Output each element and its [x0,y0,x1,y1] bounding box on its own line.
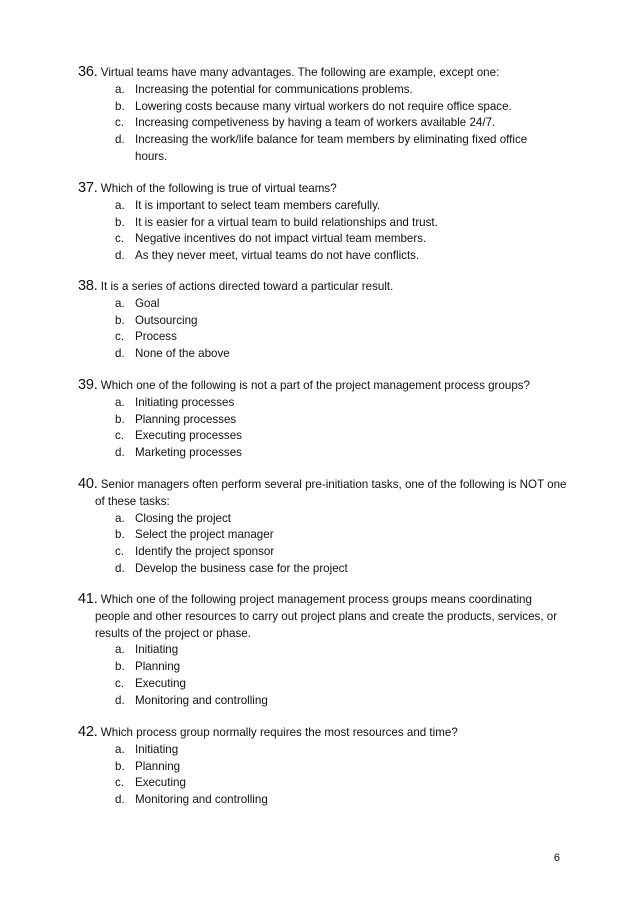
question-40 [78,476,568,578]
option-letter: b. [115,528,125,542]
answer-option [78,693,568,710]
option-letter: d. [115,347,125,361]
option-letter: c. [115,232,125,246]
question-42 [78,724,568,809]
answer-options [78,511,568,578]
option-letter: b. [115,412,125,426]
answer-option [78,428,568,445]
option-letter: c. [115,116,125,130]
question-stem [78,180,568,198]
answer-option [78,231,568,248]
option-text: As they never meet, virtual teams do not have conflicts. [135,249,420,263]
question-stem [78,591,568,642]
answer-option [78,132,555,166]
question-36 [78,64,568,166]
question-number: 36. [78,64,98,80]
answer-option [78,215,568,232]
option-text: Planning [135,759,181,773]
answer-option [78,445,568,462]
question-text: Which process group normally requires the most resources and time? [100,726,458,739]
question-text: Which one of the following project management process groups means coordinating people and other resources to carry out project plans and create the products, services, or results of the project or phase. [95,593,558,640]
answer-option [78,248,568,265]
question-number: 38. [78,278,98,294]
answer-option [78,313,568,330]
option-letter: a. [115,395,125,409]
option-letter: a. [115,643,125,657]
option-text: Monitoring and controlling [135,793,268,807]
option-letter: d. [115,793,125,807]
answer-option [78,115,568,132]
question-41 [78,591,568,710]
option-text: Process [135,330,177,344]
option-text: Negative incentives do not impact virtual team members. [135,232,427,246]
option-text: Initiating [135,742,179,756]
option-text: Increasing the potential for communications problems. [135,82,413,96]
option-letter: c. [115,676,125,690]
option-letter: a. [115,82,125,96]
answer-option [78,395,568,412]
answer-option [78,659,568,676]
option-letter: a. [115,742,125,756]
option-letter: c. [115,776,125,790]
answer-option [78,527,568,544]
option-text: Marketing processes [135,446,242,460]
option-letter: d. [115,446,125,460]
option-letter: d. [115,693,125,707]
answer-options [78,82,568,166]
option-text: None of the above [135,347,230,361]
answer-option [78,676,568,693]
option-letter: c. [115,429,125,443]
question-number: 41. [78,591,98,607]
answer-option [78,99,568,116]
question-number: 40. [78,476,98,492]
answer-option [78,544,568,561]
answer-option [78,82,568,99]
option-text: Develop the business case for the project [135,561,348,575]
answer-options [78,296,568,363]
option-letter: a. [115,296,125,310]
option-text: It is important to select team members carefully. [135,198,381,212]
question-number: 39. [78,377,98,393]
option-text: Select the project manager [135,528,274,542]
question-39 [78,377,568,462]
question-stem [78,377,568,395]
question-text: Senior managers often perform several pre-initiation tasks, one of the following is NOT one of these tasks: [95,478,567,508]
option-text: Increasing the work/life balance for team members by eliminating fixed office hours. [135,133,528,163]
question-stem [78,476,568,511]
answer-option [78,792,568,809]
answer-option [78,775,568,792]
question-stem [78,724,568,742]
option-text: Lowering costs because many virtual workers do not require office space. [135,99,512,113]
option-text: Planning processes [135,412,237,426]
option-text: Initiating [135,643,179,657]
question-37 [78,180,568,265]
answer-options [78,395,568,462]
option-text: Identify the project sponsor [135,545,275,559]
question-text: It is a series of actions directed toward a particular result. [100,280,394,293]
option-text: Executing [135,776,186,790]
option-letter: a. [115,511,125,525]
option-letter: b. [115,313,125,327]
option-letter: a. [115,198,125,212]
option-text: Closing the project [135,511,232,525]
answer-option [78,742,568,759]
option-text: Initiating processes [135,395,235,409]
question-number: 42. [78,724,98,740]
option-letter: d. [115,561,125,575]
option-letter: c. [115,330,125,344]
option-letter: b. [115,99,125,113]
option-text: Planning [135,660,181,674]
question-text: Which of the following is true of virtual teams? [100,182,337,195]
answer-option [78,561,568,578]
answer-option [78,642,568,659]
question-text: Which one of the following is not a part of the project management process groups? [100,379,531,392]
option-text: Increasing competiveness by having a team of workers available 24/7. [135,116,496,130]
option-letter: c. [115,545,125,559]
question-stem [78,64,568,82]
page-number: 6 [553,852,560,864]
option-letter: b. [115,660,125,674]
answer-option [78,346,568,363]
answer-options [78,742,568,809]
answer-option [78,412,568,429]
option-letter: b. [115,759,125,773]
option-letter: d. [115,249,125,263]
option-text: It is easier for a virtual team to build relationships and trust. [135,215,438,229]
answer-option [78,296,568,313]
option-text: Executing processes [135,429,242,443]
answer-options [78,198,568,265]
answer-options [78,642,568,709]
answer-option [78,759,568,776]
option-letter: d. [115,133,125,147]
answer-option [78,511,568,528]
option-text: Executing [135,676,186,690]
answer-option [78,198,568,215]
question-text: Virtual teams have many advantages. The following are example, except one: [100,66,500,79]
answer-option [78,329,568,346]
option-text: Monitoring and controlling [135,693,268,707]
question-38 [78,278,568,363]
question-stem [78,278,568,296]
question-number: 37. [78,180,98,196]
option-letter: b. [115,215,125,229]
option-text: Outsourcing [135,313,198,327]
option-text: Goal [135,296,160,310]
